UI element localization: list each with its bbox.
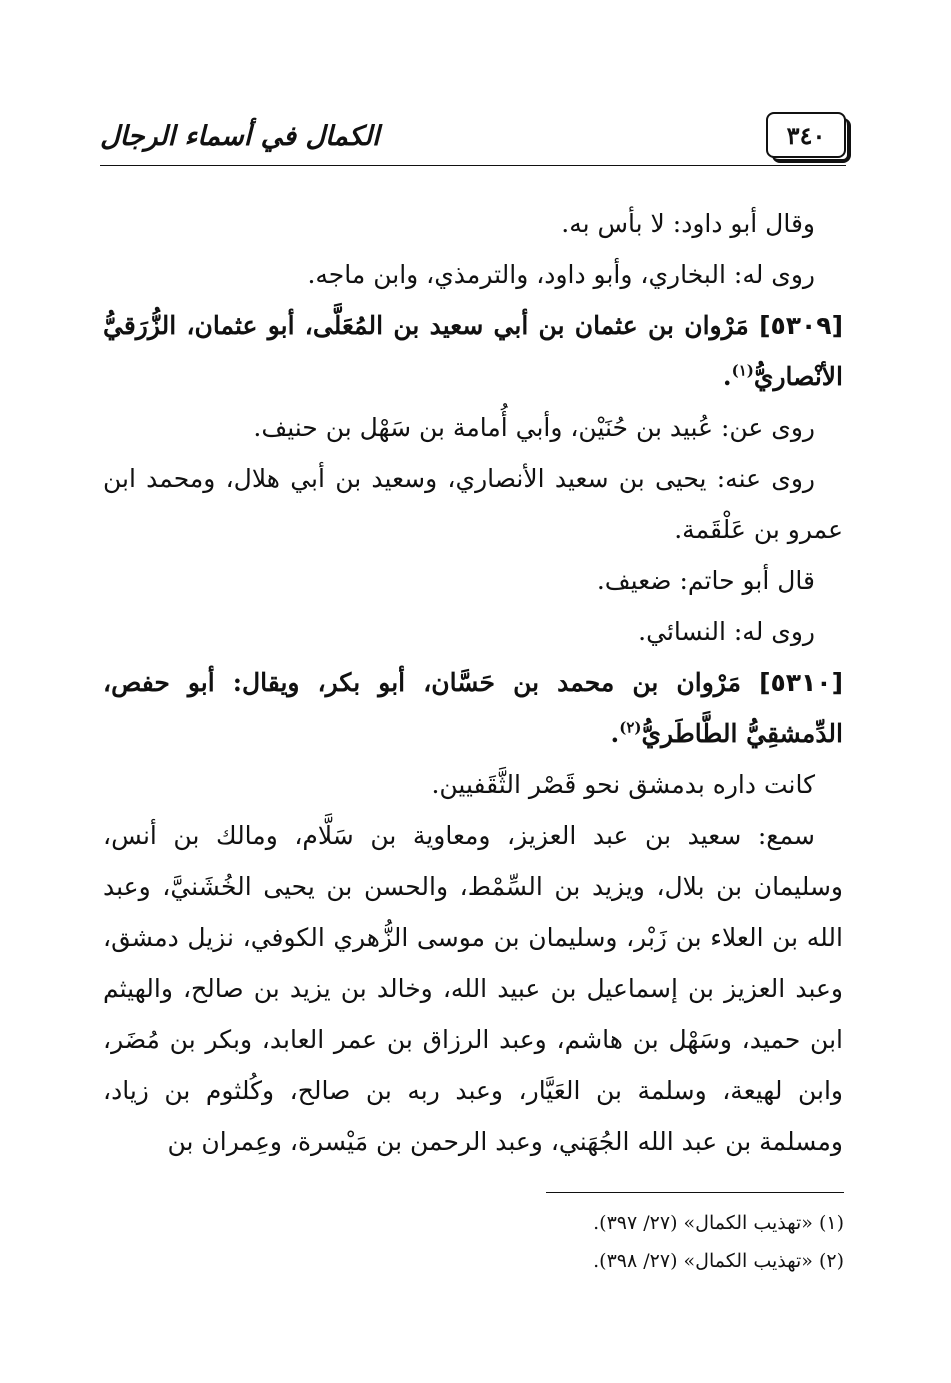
paragraph: روى له: النسائي. <box>638 617 815 646</box>
paragraph: روى عن: عُبيد بن حُنَيْن، وأبي أُمامة بن سَهْل بن حنيف. <box>253 413 815 442</box>
paragraph: وقال أبو داود: لا بأس به. <box>561 209 815 238</box>
header-divider <box>100 165 846 166</box>
footnote: (٢) «تهذيب الكمال» (٢٧/ ٣٩٨). <box>593 1250 844 1272</box>
paragraph: كانت داره بدمشق نحو قَصْر الثَّقَفيين. <box>431 770 815 799</box>
paragraph: روى له: البخاري، وأبو داود، والترمذي، وابن ماجه. <box>307 260 815 289</box>
main-text <box>103 198 843 1167</box>
entry-number: [٥٣١٠] <box>759 668 843 697</box>
entry-name: مَرْوان بن عثمان بن أبي سعيد بن المُعَلَّى، أبو عثمان، الزُّرَقيُّ الأنْصاريُّ <box>103 311 843 391</box>
footnote-ref: (٢) <box>619 718 642 737</box>
footnotes <box>344 1204 844 1280</box>
book-title: الكمال في أسماء الرجال <box>100 121 380 152</box>
entry-number: [٥٣٠٩] <box>759 311 843 340</box>
entry-heading: [٥٣٠٩] مَرْوان بن عثمان بن أبي سعيد بن المُعَلَّى، أبو عثمان، الزُّرَقيُّ الأنْصاريُّ$^{(١)}$. <box>103 311 843 391</box>
entry-heading: [٥٣١٠] مَرْوان بن محمد بن حَسَّان، أبو بكر، ويقال: أبو حفص، الدِّمشقِيُّ الطَّاطَريُّ$^{(٢)}$. <box>103 668 843 748</box>
page-header <box>100 108 846 168</box>
page-number: ٣٤٠ <box>766 112 846 158</box>
entry-name: مَرْوان بن محمد بن حَسَّان، أبو بكر، ويقال: أبو حفص، الدِّمشقِيُّ الطَّاطَريُّ <box>103 668 843 748</box>
footnote: (١) «تهذيب الكمال» (٢٧/ ٣٩٧). <box>593 1212 844 1234</box>
footnote-divider <box>546 1192 844 1193</box>
paragraph: قال أبو حاتم: ضعيف. <box>596 566 815 595</box>
paragraph: روى عنه: يحيى بن سعيد الأنصاري، وسعيد بن أبي هلال، ومحمد ابن عمرو بن عَلْقَمة. <box>103 464 843 544</box>
footnote-ref: (١) <box>731 361 754 380</box>
paragraph: سمع: سعيد بن عبد العزيز، ومعاوية بن سَلَّام، ومالك بن أنس، وسليمان بن بلال، ويزيد بن السِّمْط، والحسن بن يحيى الخُشَنيَّ، وعبد الله بن العلاء بن زَبْر، وسليمان بن موسى الزُّهري الكوفي، نزيل دمشق، وعبد العزيز بن إسماعيل بن عبيد الله، وخالد بن يزيد بن صالح، والهيثم ابن حميد، وسَهْل بن هاشم، وعبد الرزاق بن عمر العابد، وبكر بن مُضَر، وابن لهيعة، وسلمة بن العَيَّار، وعبد ربه بن صالح، وكُلثوم بن زياد، ومسلمة بن عبد الله الجُهَني، وعبد الرحمن بن مَيْسرة، وعِمران بن <box>103 821 843 1156</box>
